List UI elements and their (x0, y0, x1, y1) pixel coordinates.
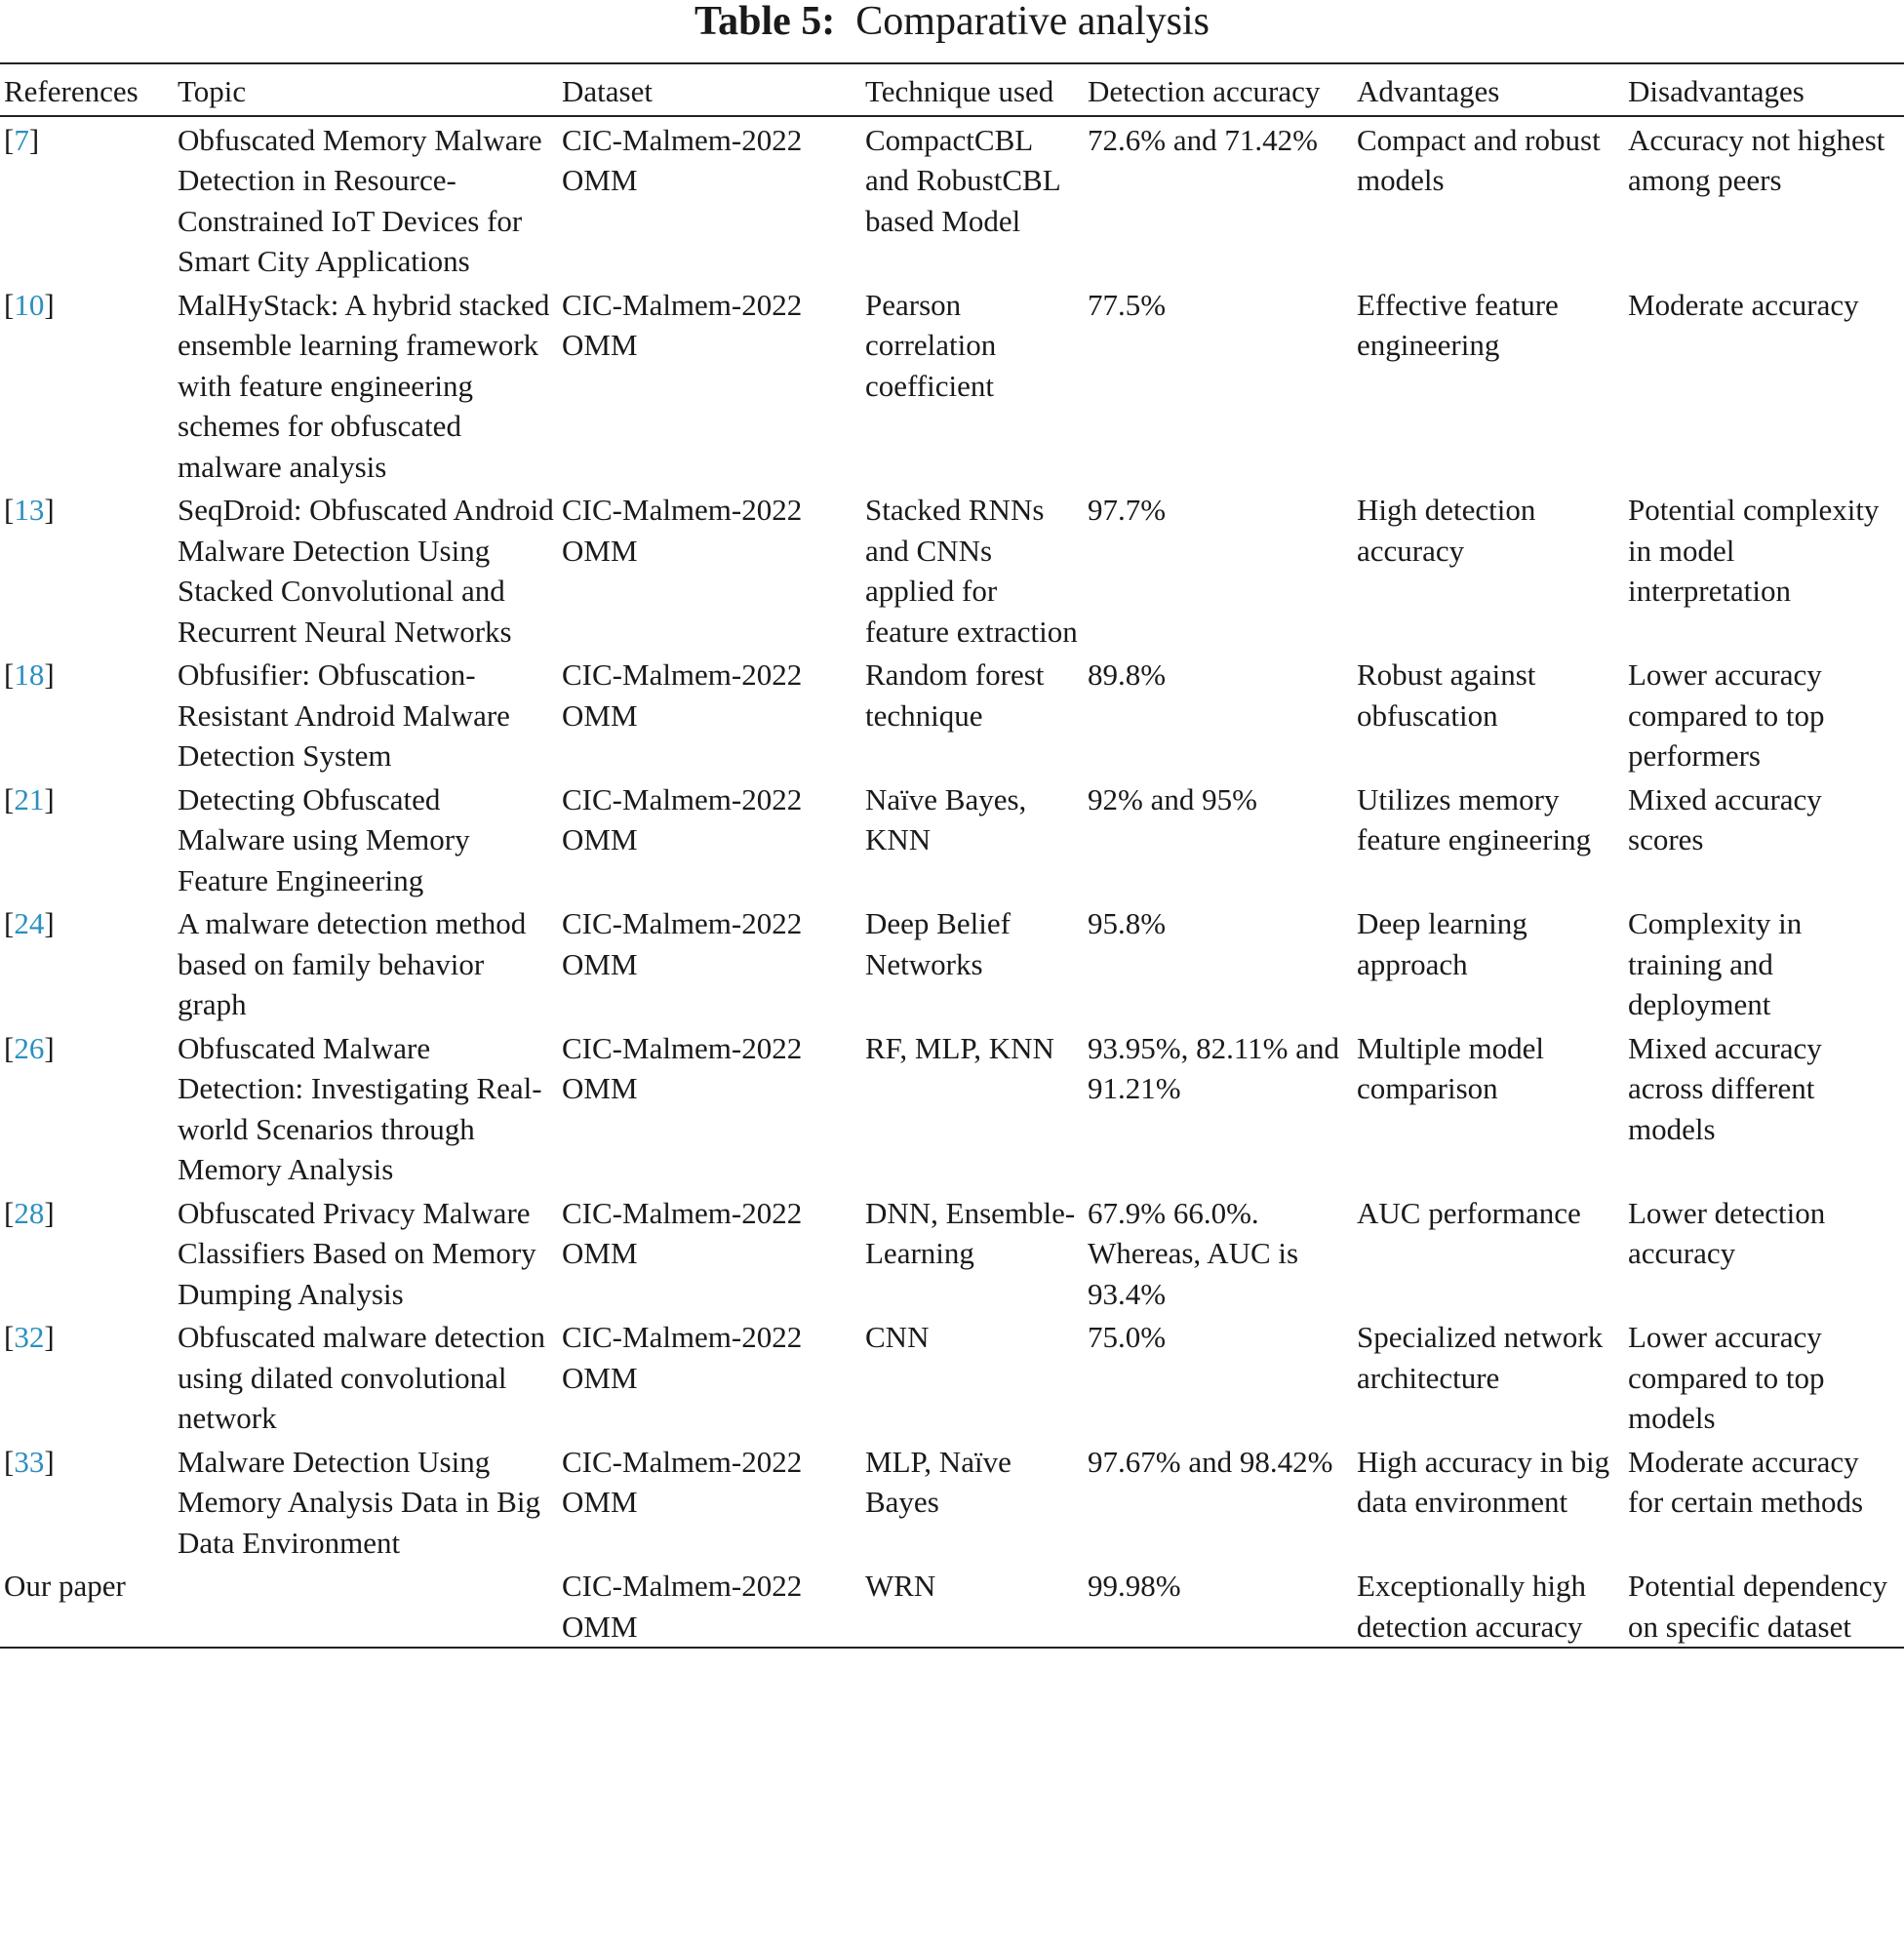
header-technique: Technique used (865, 74, 1054, 108)
table-row (0, 1190, 1904, 1315)
table-row (0, 282, 1904, 488)
cell-advantages: Exceptionally high detection accuracy (1357, 1569, 1587, 1644)
cell-advantages: Robust against obfuscation (1357, 657, 1536, 733)
table-row (0, 116, 1904, 282)
cell-accuracy: 97.7% (1088, 493, 1167, 527)
reference-bracket-open: [ (4, 287, 15, 322)
reference-link[interactable]: 7 (14, 122, 29, 157)
reference-bracket-close: ] (44, 1444, 55, 1479)
header-accuracy: Detection accuracy (1088, 74, 1321, 108)
table-caption (0, 0, 1904, 43)
cell-accuracy: 77.5% (1088, 287, 1167, 322)
cell-accuracy: 99.98% (1088, 1569, 1181, 1603)
cell-dataset: CIC-Malmem-2022 OMM (562, 493, 803, 568)
cell-topic: A malware detection method based on family behavior graph (178, 906, 527, 1021)
cell-disadvantages: Lower accuracy compared to top performers (1628, 657, 1825, 773)
cell-disadvantages: Accuracy not highest among peers (1628, 122, 1885, 197)
caption-title: Comparative analysis (855, 0, 1210, 44)
cell-dataset: CIC-Malmem-2022 OMM (562, 781, 803, 856)
reference-link[interactable]: 32 (14, 1320, 45, 1354)
cell-reference: Our paper (4, 1569, 126, 1603)
table-row (0, 900, 1904, 1025)
cell-dataset: CIC-Malmem-2022 OMM (562, 1444, 803, 1519)
cell-dataset: CIC-Malmem-2022 OMM (562, 122, 803, 197)
header-dataset: Dataset (562, 74, 653, 108)
cell-technique: WRN (865, 1569, 936, 1603)
cell-reference (0, 116, 174, 282)
cell-advantages: High detection accuracy (1357, 493, 1536, 568)
cell-technique: MLP, Naïve Bayes (865, 1444, 1012, 1519)
reference-link[interactable]: 26 (14, 1030, 45, 1065)
cell-accuracy: 67.9% 66.0%. Whereas, AUC is 93.4% (1088, 1195, 1299, 1311)
cell-reference (0, 1190, 174, 1315)
reference-bracket-open: [ (4, 657, 15, 692)
cell-reference (0, 1314, 174, 1439)
cell-advantages: High accuracy in big data environment (1357, 1444, 1610, 1519)
cell-topic: MalHyStack: A hybrid stacked ensemble learning framework with feature engineering schemes for obfuscated malware analysis (178, 287, 550, 484)
cell-reference (0, 652, 174, 776)
cell-disadvantages: Mixed accuracy scores (1628, 781, 1822, 856)
table-row-our-paper (0, 1563, 1904, 1648)
cell-technique: CompactCBL and RobustCBL based Model (865, 122, 1060, 238)
reference-bracket-close: ] (44, 287, 55, 322)
reference-bracket-open: [ (4, 493, 15, 527)
cell-dataset: CIC-Malmem-2022 OMM (562, 657, 803, 733)
table-body (0, 116, 1904, 1649)
cell-accuracy: 92% and 95% (1088, 781, 1257, 816)
cell-accuracy: 72.6% and 71.42% (1088, 122, 1318, 157)
header-disadvantages: Disadvantages (1628, 74, 1805, 108)
cell-advantages: Compact and robust models (1357, 122, 1601, 197)
cell-topic: Obfusifier: Obfuscation-Resistant Android Malware Detection System (178, 657, 510, 773)
cell-technique: Random forest technique (865, 657, 1045, 733)
cell-advantages: Multiple model comparison (1357, 1030, 1545, 1105)
cell-reference (0, 487, 174, 652)
table-header-row (0, 63, 1904, 116)
reference-bracket-close: ] (44, 906, 55, 940)
cell-disadvantages: Lower detection accuracy (1628, 1195, 1826, 1270)
reference-bracket-close: ] (44, 781, 55, 816)
cell-accuracy: 89.8% (1088, 657, 1167, 692)
cell-advantages: Effective feature engineering (1357, 287, 1559, 362)
reference-link[interactable]: 13 (14, 493, 45, 527)
cell-topic: Detecting Obfuscated Malware using Memory Feature Engineering (178, 781, 470, 897)
table-row (0, 1025, 1904, 1190)
cell-technique: CNN (865, 1320, 930, 1354)
reference-bracket-open: [ (4, 906, 15, 940)
cell-disadvantages: Potential complexity in model interpretation (1628, 493, 1880, 608)
reference-bracket-close: ] (44, 1195, 55, 1230)
cell-topic: Obfuscated Malware Detection: Investigating Real-world Scenarios through Memory Analysis (178, 1030, 542, 1186)
reference-link[interactable]: 21 (14, 781, 45, 816)
cell-accuracy: 95.8% (1088, 906, 1167, 940)
table-row (0, 1314, 1904, 1439)
cell-reference (0, 776, 174, 901)
reference-link[interactable]: 18 (14, 657, 45, 692)
cell-dataset: CIC-Malmem-2022 OMM (562, 1569, 803, 1644)
cell-advantages: Specialized network architecture (1357, 1320, 1604, 1395)
reference-bracket-open: [ (4, 781, 15, 816)
table-row (0, 652, 1904, 776)
cell-reference (0, 900, 174, 1025)
cell-disadvantages: Lower accuracy compared to top models (1628, 1320, 1825, 1435)
header-advantages: Advantages (1357, 74, 1500, 108)
cell-advantages: AUC performance (1357, 1195, 1581, 1230)
header-topic: Topic (178, 74, 247, 108)
reference-bracket-open: [ (4, 1195, 15, 1230)
cell-technique: DNN, Ensemble-Learning (865, 1195, 1076, 1270)
reference-bracket-open: [ (4, 122, 15, 157)
cell-accuracy: 75.0% (1088, 1320, 1167, 1354)
cell-dataset: CIC-Malmem-2022 OMM (562, 1195, 803, 1270)
cell-technique: Naïve Bayes, KNN (865, 781, 1027, 856)
cell-reference (0, 1439, 174, 1564)
reference-link[interactable]: 24 (14, 906, 45, 940)
cell-reference (0, 1025, 174, 1190)
reference-link[interactable]: 10 (14, 287, 45, 322)
reference-bracket-close: ] (28, 122, 40, 157)
cell-technique: Pearson correlation coefficient (865, 287, 997, 403)
cell-reference (0, 282, 174, 488)
caption-label: Table 5: (694, 0, 836, 44)
cell-advantages: Deep learning approach (1357, 906, 1527, 981)
table-row (0, 1439, 1904, 1564)
cell-topic: Obfuscated Memory Malware Detection in Resource-Constrained IoT Devices for Smart City Applications (178, 122, 542, 278)
cell-disadvantages: Moderate accuracy for certain methods (1628, 1444, 1864, 1519)
reference-link[interactable]: 28 (14, 1195, 45, 1230)
cell-topic: Obfuscated malware detection using dilated convolutional network (178, 1320, 545, 1435)
cell-disadvantages: Moderate accuracy (1628, 287, 1859, 322)
comparative-analysis-table (0, 62, 1904, 1649)
cell-dataset: CIC-Malmem-2022 OMM (562, 1320, 803, 1395)
reference-bracket-open: [ (4, 1444, 15, 1479)
cell-topic: Obfuscated Privacy Malware Classifiers Based on Memory Dumping Analysis (178, 1195, 536, 1311)
cell-topic: SeqDroid: Obfuscated Android Malware Detection Using Stacked Convolutional and Recurrent Neural Networks (178, 493, 554, 649)
cell-dataset: CIC-Malmem-2022 OMM (562, 1030, 803, 1105)
header-references: References (4, 74, 139, 108)
reference-bracket-close: ] (44, 1030, 55, 1065)
cell-technique: Deep Belief Networks (865, 906, 1011, 981)
table-row (0, 776, 1904, 901)
reference-bracket-open: [ (4, 1320, 15, 1354)
cell-technique: Stacked RNNs and CNNs applied for feature extraction (865, 493, 1078, 649)
cell-dataset: CIC-Malmem-2022 OMM (562, 906, 803, 981)
cell-topic: Malware Detection Using Memory Analysis Data in Big Data Environment (178, 1444, 540, 1560)
table-row (0, 487, 1904, 652)
reference-bracket-close: ] (44, 657, 55, 692)
cell-disadvantages: Potential dependency on specific dataset (1628, 1569, 1887, 1644)
cell-topic (174, 1563, 558, 1648)
reference-bracket-close: ] (44, 493, 55, 527)
cell-disadvantages: Complexity in training and deployment (1628, 906, 1803, 1021)
cell-accuracy: 97.67% and 98.42% (1088, 1444, 1333, 1479)
cell-technique: RF, MLP, KNN (865, 1030, 1054, 1065)
reference-bracket-open: [ (4, 1030, 15, 1065)
cell-dataset: CIC-Malmem-2022 OMM (562, 287, 803, 362)
cell-advantages: Utilizes memory feature engineering (1357, 781, 1592, 856)
reference-link[interactable]: 33 (14, 1444, 45, 1479)
cell-accuracy: 93.95%, 82.11% and 91.21% (1088, 1030, 1340, 1105)
cell-disadvantages: Mixed accuracy across different models (1628, 1030, 1822, 1146)
reference-bracket-close: ] (44, 1320, 55, 1354)
